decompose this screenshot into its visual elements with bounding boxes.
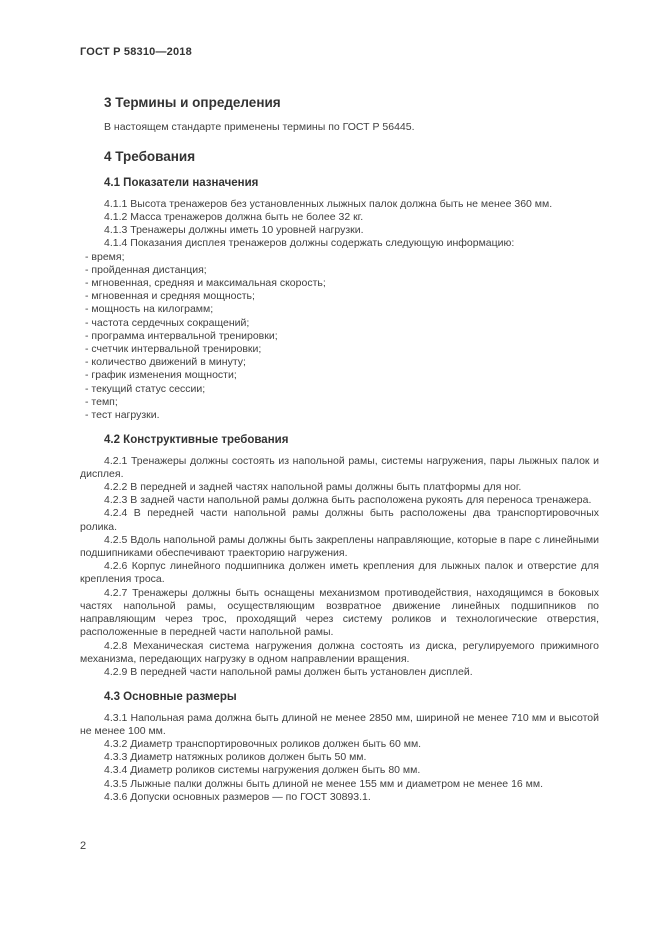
- list-item: - мгновенная, средняя и максимальная скорость;: [85, 276, 326, 289]
- clause-4-2-8: 4.2.8 Механическая система нагружения должна состоять из диска, регулируемого прижимного механизма, передающих нагрузку в одном направлении вращения.: [80, 639, 599, 665]
- clause-4-1-4: 4.1.4 Показания дисплея тренажеров должны содержать следующую информацию:: [104, 237, 515, 250]
- document-number: ГОСТ Р 58310—2018: [80, 46, 192, 58]
- list-item: - темп;: [85, 395, 118, 408]
- list-item: - мгновенная и средняя мощность;: [85, 290, 255, 303]
- clause-4-2-4: 4.2.4 В передней части напольной рамы должны быть расположены два транспортировочных ролика.: [80, 507, 599, 533]
- section-3-heading: 3 Термины и определения: [104, 95, 281, 110]
- list-item: - время;: [85, 250, 125, 263]
- clause-4-1-1: 4.1.1 Высота тренажеров без установленных лыжных палок должна быть не менее 360 мм.: [104, 197, 553, 210]
- list-item: - график изменения мощности;: [85, 369, 237, 382]
- list-item: - программа интервальной тренировки;: [85, 329, 278, 342]
- list-item: - частота сердечных сокращений;: [85, 316, 250, 329]
- list-item: - счетчик интервальной тренировки;: [85, 342, 262, 355]
- clause-4-1-2: 4.1.2 Масса тренажеров должна быть не более 32 кг.: [104, 210, 364, 223]
- clause-4-3-6: 4.3.6 Допуски основных размеров — по ГОСТ 30893.1.: [104, 790, 371, 803]
- clause-4-3-5: 4.3.5 Лыжные палки должны быть длиной не менее 155 мм и диаметром не менее 16 мм.: [104, 777, 544, 790]
- clause-4-2-5: 4.2.5 Вдоль напольной рамы должны быть закреплены направляющие, которые в паре с линейными подшипниками обеспечивают траекторию нагружения.: [80, 533, 599, 560]
- clause-4-2-7: 4.2.7 Тренажеры должны быть оснащены механизмом противодействия, находящимся в боковых частях напольной рамы, осуществляющим возвратное движение линейных подшипников по направляющим через трос, проходящий через систему роликов и технологические отверстия, расположенные в передней части напольной рамы.: [80, 586, 599, 639]
- clause-4-1-3: 4.1.3 Тренажеры должны иметь 10 уровней нагрузки.: [104, 224, 364, 237]
- clause-4-2-3: 4.2.3 В задней части напольной рамы должна быть расположена рукоять для переноса тренажера.: [104, 494, 592, 507]
- clause-4-3-2: 4.3.2 Диаметр транспортировочных роликов должен быть 60 мм.: [104, 738, 422, 751]
- clause-4-3-1: 4.3.1 Напольная рама должна быть длиной не менее 2850 мм, шириной не менее 710 мм и высотой не менее 100 мм.: [80, 711, 599, 737]
- list-item: - мощность на килограмм;: [85, 303, 214, 316]
- section-4-heading: 4 Требования: [104, 149, 196, 165]
- list-item: - пройденная дистанция;: [85, 263, 207, 276]
- subsection-4-1-heading: 4.1 Показатели назначения: [104, 177, 259, 190]
- clause-4-2-6: 4.2.6 Корпус линейного подшипника должен иметь крепления для лыжных палок и отверстие для крепления троса.: [80, 560, 599, 586]
- clause-4-2-2: 4.2.2 В передней и задней частях напольной рамы должны быть платформы для ног.: [104, 481, 522, 494]
- subsection-4-2-heading: 4.2 Конструктивные требования: [104, 434, 289, 447]
- list-item: - тест нагрузки.: [85, 408, 160, 421]
- page-number: 2: [80, 840, 87, 852]
- list-item: - текущий статус сессии;: [85, 382, 206, 395]
- clause-4-3-4: 4.3.4 Диаметр роликов системы нагружения должен быть 80 мм.: [104, 764, 421, 777]
- clause-4-2-1: 4.2.1 Тренажеры должны состоять из напольной рамы, системы нагружения, пары лыжных палок и дисплея.: [80, 454, 599, 480]
- list-item: - количество движений в минуту;: [85, 356, 246, 369]
- section-3-paragraph: В настоящем стандарте применены термины по ГОСТ Р 56445.: [104, 121, 415, 133]
- clause-4-2-9: 4.2.9 В передней части напольной рамы должен быть установлен дисплей.: [104, 665, 473, 678]
- subsection-4-3-heading: 4.3 Основные размеры: [104, 691, 237, 704]
- clause-4-3-3: 4.3.3 Диаметр натяжных роликов должен быть 50 мм.: [104, 751, 367, 764]
